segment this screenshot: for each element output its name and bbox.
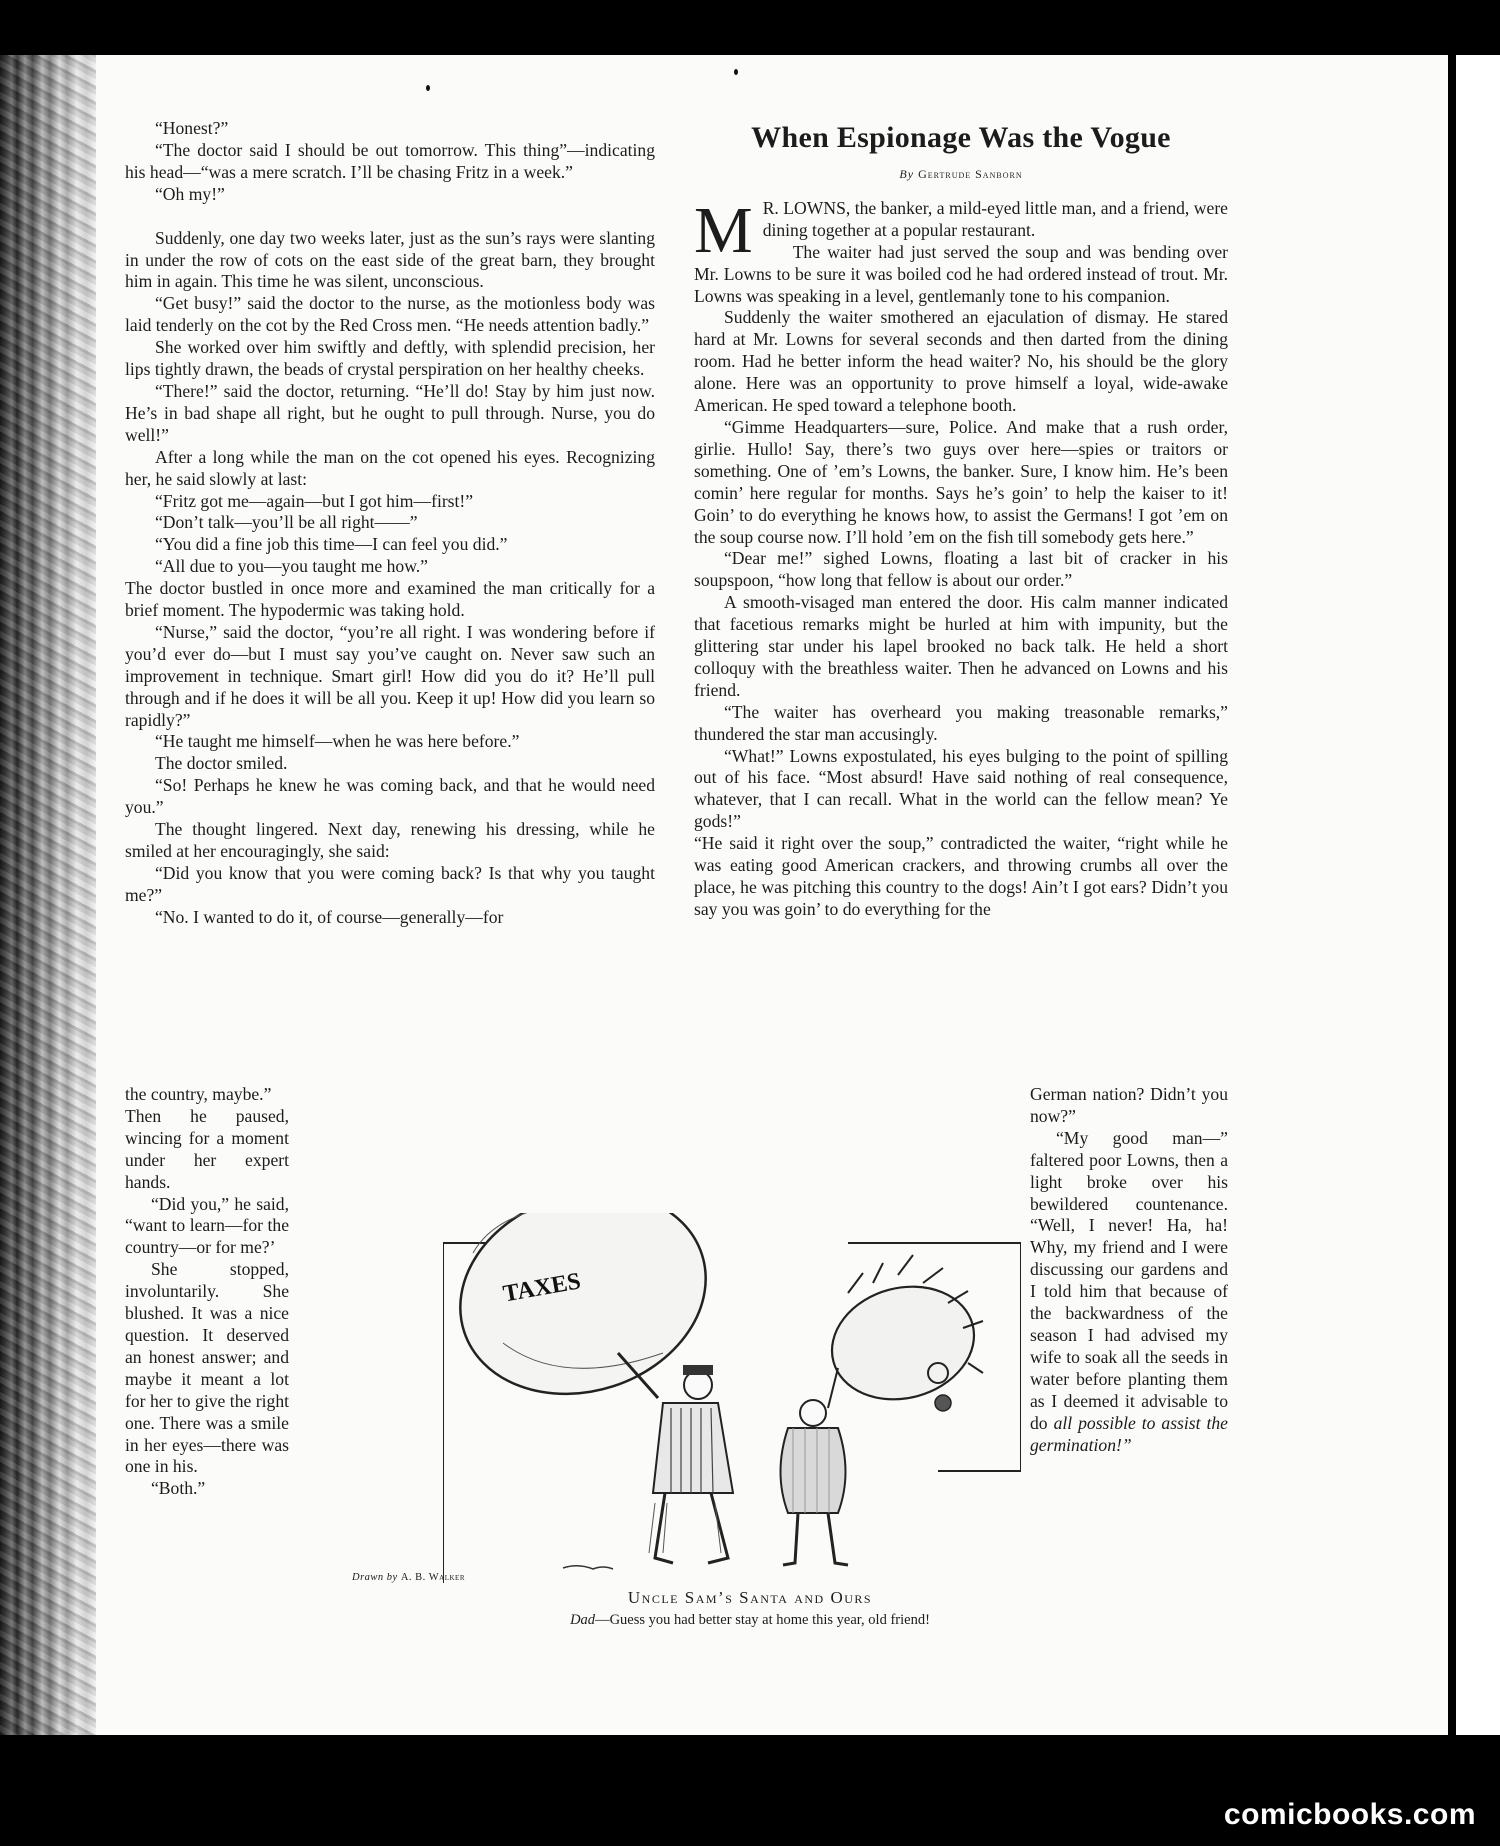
paragraph [125,118,655,140]
paragraph-text: The doctor bustled in once more and examined the man critically for a brief moment. The hypodermic was taking hold. [125,578,655,621]
cartoon-credit [352,1572,465,1583]
byline-author: Gertrude Sanborn [918,167,1023,181]
paragraph [694,242,1228,308]
paragraph [125,1259,289,1478]
paragraph-text: The doctor smiled. [155,753,288,774]
paragraph [125,337,655,381]
print-speck [734,69,738,75]
paragraph [125,228,655,294]
drop-cap: M [694,193,753,267]
paragraph [694,592,1228,702]
paragraph-text: Suddenly, one day two weeks later, just as the sun’s rays were slanting in under the row of cots on the east side of the great barn, they brought him in again. This time he was silent, unconscious. [125,227,655,292]
paragraph-text: “My good man—” faltered poor Lowns, then a light broke over his bewildered countenance. “Well, I never! Ha, ha! Why, my friend and I were discussing our gardens and I told him that because of the backwardness of the season I had advised my wife to soak all the seeds in water before planting them as I deemed it advisable to do [1030,1127,1228,1433]
article-byline [694,164,1228,186]
paragraph-text: “Honest?” [155,118,229,138]
caption-text: —Guess you had better stay at home this year, old friend! [595,1612,930,1628]
paragraph-text: “Oh my!” [155,183,225,204]
paragraph [125,907,655,929]
paragraph-text: “You did a fine job this time—I can feel you did.” [155,534,508,555]
paragraph [125,534,655,556]
paragraph-text: After a long while the man on the cot opened his eyes. Recognizing her, he said slowly at last: [125,446,655,489]
paragraph-text: “So! Perhaps he knew he was coming back, and that he would need you.” [125,775,655,818]
cartoon-drawing [443,1213,1021,1583]
print-speck [426,85,430,91]
paragraph [125,184,655,206]
paragraph [1030,1084,1228,1128]
paragraph [694,702,1228,746]
paragraph [125,512,655,534]
paragraph-text: “He taught me himself—when he was here before.” [155,731,520,752]
paragraph [125,863,655,907]
paragraph [125,1084,289,1106]
paragraph [125,622,655,732]
next-page-edge [1456,55,1500,1735]
paragraph-text: Then he paused, wincing for a moment under her expert hands. [125,1105,289,1192]
paragraph-text: “All due to you—you taught me how.” [155,556,428,577]
article-body [694,242,1228,921]
paragraph-text: “Did you,” he said, “want to learn—for the country—or for me?’ [125,1193,289,1258]
paragraph [125,819,655,863]
paragraph-text: the country, maybe.” [125,1084,272,1104]
paragraph-text: “The waiter has overheard you making treasonable remarks,” thundered the star man accusingly. [694,701,1228,744]
paragraph-text: The thought lingered. Next day, renewing his dressing, while he smiled at her encouragingly, she said: [125,819,655,861]
paragraph-text: “Don’t talk—you’ll be all right——” [155,512,418,533]
paragraph-text: “Dear me!” sighed Lowns, floating a last bit of cracker in his soupspoon, “how long that fellow is about our order.” [694,548,1228,591]
cartoon-illustration [443,1213,1021,1583]
paragraph-text: German nation? Didn’t you now?” [1030,1084,1228,1126]
paragraph [125,731,655,753]
paragraph [125,775,655,819]
paragraph-text: “There!” said the doctor, returning. “He’ll do! Stay by him just now. He’s in bad shape all right, but he ought to pull through. Nurse, you do well!” [125,380,655,445]
paragraph [125,140,655,184]
paragraph [125,1194,289,1260]
cartoon-title: Uncle Sam’s Santa and Ours [627,1588,873,1607]
paragraph [125,753,655,775]
paragraph-text: “Nurse,” said the doctor, “you’re all right. I was wondering before if you’d ever do—but I must say you’ve caught on. Never saw such an improvement in technique. Smart girl! How did you do it? He’ll pull through and if he does it will be all you. Keep it up! How did you learn so rapidly?” [125,621,655,730]
paragraph [125,556,655,578]
article-right-narrow-column [1030,1084,1228,1456]
paragraph-text: “Did you know that you were coming back? Is that why you taught me?” [125,862,655,905]
story-left-narrow-column [125,1084,289,1500]
article-title: When Espionage Was the Vogue [751,121,1171,154]
paragraph [694,746,1228,834]
paragraph-text: “He said it right over the soup,” contradicted the waiter, “right while he was eating good American crackers, and throwing crumbs all over the place, he was pitching this country to the dogs! Ain’t I got ears? Didn’t you say you was goin’ to do everything for the [694,833,1228,919]
paragraph [125,1478,289,1500]
paragraph-text: “No. I wanted to do it, of course—generally—for [155,906,504,927]
credit-prefix: Drawn by [352,1572,398,1583]
article-first-paragraph [694,193,1228,267]
credit-name: A. B. Walker [400,1572,465,1583]
paragraph [125,491,655,513]
paragraph [694,833,1228,921]
caption-speaker: Dad [570,1612,596,1628]
story-left-column [125,118,655,929]
paragraph-text: Suddenly the waiter smothered an ejaculation of dismay. He stared hard at Mr. Lowns for several seconds and then darted from the dining room. Had he better inform the head waiter? No, his should be the glory alone. Here was an opportunity to prove himself a loyal, wide-awake American. He sped toward a telephone booth. [694,307,1228,416]
byline-by: By [899,167,915,181]
book-binding [0,55,96,1735]
watermark: comicbooks.com [1223,1798,1476,1831]
first-paragraph-text: R. LOWNS, the banker, a mild-eyed little man, and a friend, were dining together at a popular restaurant. [762,197,1228,240]
paragraph [125,578,655,622]
paragraph [125,293,655,337]
paragraph-text: “Both.” [151,1478,206,1499]
paragraph [125,447,655,491]
paragraph [125,1106,289,1194]
article-column [694,118,1228,921]
paragraph-text: “Get busy!” said the doctor to the nurse, as the motionless body was laid tenderly on the cot by the Red Cross men. “He needs attention badly.” [125,293,655,336]
paragraph [694,417,1228,548]
paragraph-text: “Fritz got me—again—but I got him—first!” [155,490,474,511]
cartoon-caption [460,1612,1040,1629]
paragraph [694,307,1228,417]
paragraph-text: The waiter had just served the soup and was bending over Mr. Lowns to be sure it was boiled cod he had ordered instead of trout. Mr. Lowns was speaking in a level, gentlemanly tone to his companion. [694,241,1228,306]
paragraph-text: “Gimme Headquarters—sure, Police. And make that a rush order, girlie. Hullo! Say, there’s two guys over here—spies or traitors or something. One of ’em’s Lowns, the banker. Sure, I know him. He’s been comin’ here regular for months. Says he’s goin’ to help the kaiser to it! Goin’ to do everything he knows how, to assist the Germans! I got ’em on the soup course now. I’ll hold ’em on the fish till somebody gets here.” [694,416,1228,547]
paragraph [125,381,655,447]
paragraph-text: A smooth-visaged man entered the door. His calm manner indicated that facetious remarks might be hurled at him with impunity, but the glittering star under his lapel brooked no back talk. He held a short colloquy with the breathless waiter. Then he advanced on Lowns and his friend. [694,592,1228,700]
paragraph-text: She stopped, involuntarily. She blushed. It was a nice question. It deserved an honest answer; and maybe it meant a lot for her to give the right one. There was a smile in her eyes—there was one in his. [125,1259,289,1477]
paragraph [1030,1128,1228,1457]
paragraph-text: “What!” Lowns expostulated, his eyes bulging to the point of spilling out of his face. “Most absurd! Have said nothing of real consequence, whatever, that I can recall. What in the world can the fellow mean? Ye gods!” [694,745,1228,832]
paragraph-text: “The doctor said I should be out tomorrow. This thing”—indicating his head—“was a mere scratch. I’ll be chasing Fritz in a week.” [125,139,655,182]
paragraph-italic-text: all possible to assist the germination!” [1030,1412,1228,1455]
sack-label: TAXES [501,1268,583,1308]
paragraph-text: She worked over him swiftly and deftly, with splendid precision, her lips tightly drawn, the beads of crystal perspiration on her healthy cheeks. [125,337,655,380]
paragraph [694,548,1228,592]
